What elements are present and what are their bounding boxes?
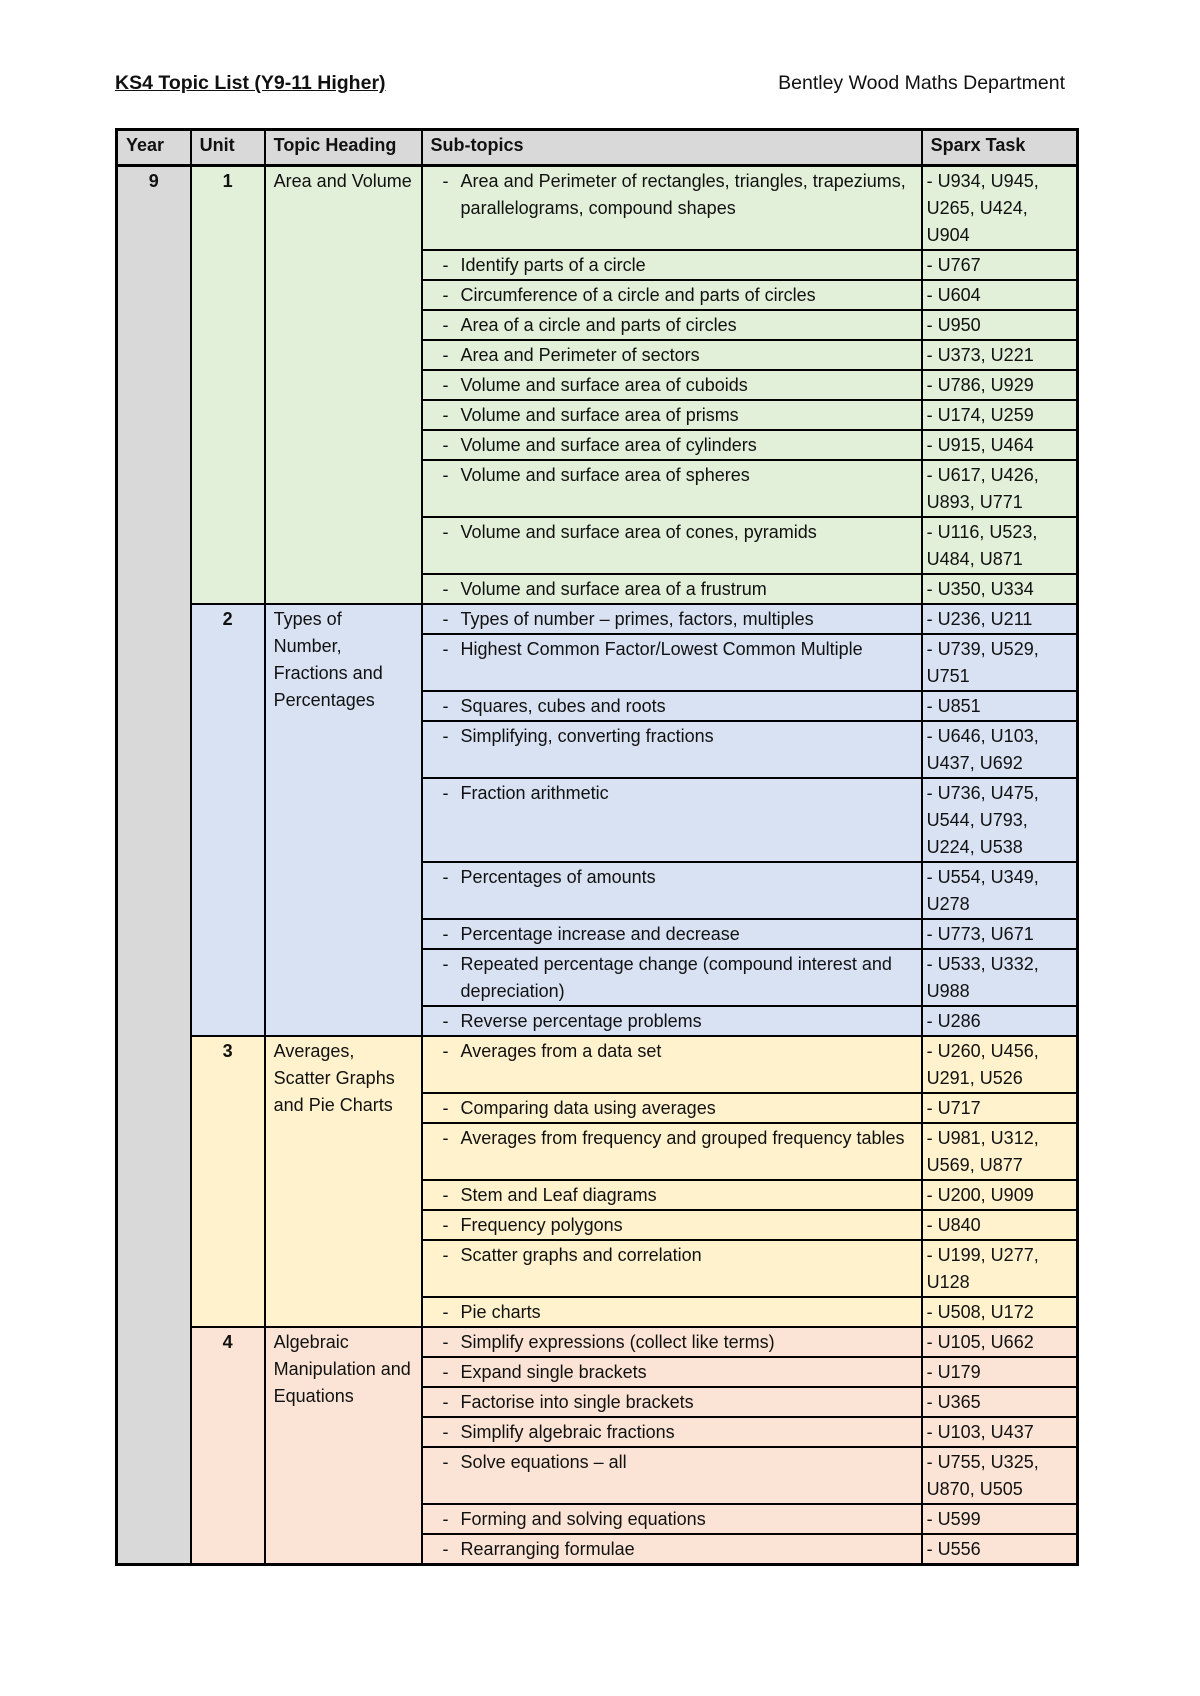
sub-topic-cell: [422, 949, 922, 1006]
bullet-dash: -: [442, 954, 449, 974]
bullet-dash: -: [442, 726, 449, 746]
bullet-dash: -: [442, 867, 449, 887]
sparx-task-codes: - U350, U334: [922, 574, 1078, 604]
sub-topic-text: Scatter graphs and correlation: [460, 1245, 702, 1265]
sub-topic-text: Stem and Leaf diagrams: [460, 1185, 657, 1205]
bullet-dash: -: [442, 639, 449, 659]
sub-topic-text: Area of a circle and parts of circles: [460, 315, 737, 335]
sub-topic-cell: [422, 166, 922, 251]
unit-number: 1: [191, 166, 265, 605]
sparx-task-codes: - U105, U662: [922, 1327, 1078, 1357]
sparx-task-codes: - U851: [922, 691, 1078, 721]
sparx-task-codes: - U981, U312, U569, U877: [922, 1123, 1078, 1180]
column-header-unit: Unit: [191, 130, 265, 166]
topic-heading: Types of Number, Fractions and Percentages: [265, 604, 422, 1036]
bullet-dash: -: [442, 579, 449, 599]
bullet-dash: -: [442, 1185, 449, 1205]
sparx-task-codes: - U950: [922, 310, 1078, 340]
bullet-dash: -: [442, 405, 449, 425]
sub-topic-text: Simplify expressions (collect like terms): [460, 1332, 775, 1352]
sub-topic-text: Volume and surface area of cylinders: [460, 435, 757, 455]
bullet-dash: -: [442, 315, 449, 335]
column-header-topic-heading: Topic Heading: [265, 130, 422, 166]
table-header-row: [117, 130, 1078, 166]
bullet-dash: -: [442, 345, 449, 365]
sub-topic-cell: [422, 721, 922, 778]
sparx-task-codes: - U786, U929: [922, 370, 1078, 400]
sub-topic-text: Identify parts of a circle: [460, 255, 646, 275]
sub-topic-cell: [422, 1006, 922, 1036]
bullet-dash: -: [442, 1509, 449, 1529]
table-row: [117, 604, 1078, 634]
column-header-sparx-task: Sparx Task: [922, 130, 1078, 166]
document-title: KS4 Topic List (Y9-11 Higher): [115, 72, 386, 94]
sparx-task-codes: - U755, U325, U870, U505: [922, 1447, 1078, 1504]
department-name: Bentley Wood Maths Department: [778, 72, 1065, 94]
bullet-dash: -: [442, 522, 449, 542]
bullet-dash: -: [442, 1539, 449, 1559]
sparx-task-codes: - U116, U523, U484, U871: [922, 517, 1078, 574]
bullet-dash: -: [442, 1422, 449, 1442]
sub-topic-cell: [422, 1093, 922, 1123]
bullet-dash: -: [442, 375, 449, 395]
sparx-task-codes: - U174, U259: [922, 400, 1078, 430]
sub-topic-text: Rearranging formulae: [460, 1539, 635, 1559]
bullet-dash: -: [442, 1215, 449, 1235]
topic-table: [115, 128, 1079, 1566]
unit-number: 2: [191, 604, 265, 1036]
sub-topic-cell: [422, 310, 922, 340]
sub-topic-text: Area and Perimeter of sectors: [460, 345, 700, 365]
sub-topic-cell: [422, 1036, 922, 1093]
sub-topic-cell: [422, 1417, 922, 1447]
bullet-dash: -: [442, 1011, 449, 1031]
sparx-task-codes: - U934, U945, U265, U424, U904: [922, 166, 1078, 251]
sub-topic-text: Repeated percentage change (compound interest and depreciation): [460, 954, 892, 1001]
sub-topic-cell: [422, 604, 922, 634]
table-row: [117, 166, 1078, 251]
sparx-task-codes: - U508, U172: [922, 1297, 1078, 1327]
sparx-task-codes: - U736, U475, U544, U793, U224, U538: [922, 778, 1078, 862]
sub-topic-text: Simplify algebraic fractions: [460, 1422, 675, 1442]
sub-topic-text: Types of number – primes, factors, multiples: [460, 609, 814, 629]
bullet-dash: -: [442, 1362, 449, 1382]
sub-topic-text: Percentages of amounts: [460, 867, 656, 887]
sparx-task-codes: - U739, U529, U751: [922, 634, 1078, 691]
sparx-task-codes: - U236, U211: [922, 604, 1078, 634]
sparx-task-codes: - U773, U671: [922, 919, 1078, 949]
sparx-task-codes: - U103, U437: [922, 1417, 1078, 1447]
sparx-task-codes: - U840: [922, 1210, 1078, 1240]
sub-topic-cell: [422, 400, 922, 430]
sub-topic-text: Comparing data using averages: [460, 1098, 716, 1118]
sparx-task-codes: - U179: [922, 1357, 1078, 1387]
sub-topic-cell: [422, 634, 922, 691]
sub-topic-cell: [422, 1210, 922, 1240]
bullet-dash: -: [442, 1041, 449, 1061]
sparx-task-codes: - U617, U426, U893, U771: [922, 460, 1078, 517]
sub-topic-text: Averages from frequency and grouped frequency tables: [460, 1128, 905, 1148]
sparx-task-codes: - U646, U103, U437, U692: [922, 721, 1078, 778]
bullet-dash: -: [442, 609, 449, 629]
sub-topic-cell: [422, 862, 922, 919]
bullet-dash: -: [442, 1098, 449, 1118]
bullet-dash: -: [442, 435, 449, 455]
bullet-dash: -: [442, 255, 449, 275]
bullet-dash: -: [442, 1245, 449, 1265]
sparx-task-codes: - U599: [922, 1504, 1078, 1534]
bullet-dash: -: [442, 1452, 449, 1472]
sub-topic-cell: [422, 1357, 922, 1387]
sub-topic-text: Squares, cubes and roots: [460, 696, 666, 716]
sub-topic-text: Highest Common Factor/Lowest Common Multiple: [460, 639, 863, 659]
sub-topic-cell: [422, 1327, 922, 1357]
sub-topic-text: Volume and surface area of prisms: [460, 405, 739, 425]
table-row: [117, 1327, 1078, 1357]
sub-topic-text: Volume and surface area of cuboids: [460, 375, 748, 395]
sparx-task-codes: - U373, U221: [922, 340, 1078, 370]
sub-topic-text: Simplifying, converting fractions: [460, 726, 714, 746]
topic-heading: Algebraic Manipulation and Equations: [265, 1327, 422, 1565]
bullet-dash: -: [442, 696, 449, 716]
sub-topic-text: Percentage increase and decrease: [460, 924, 740, 944]
column-header-year: Year: [117, 130, 191, 166]
sub-topic-cell: [422, 340, 922, 370]
sub-topic-cell: [422, 778, 922, 862]
sub-topic-text: Reverse percentage problems: [460, 1011, 702, 1031]
sub-topic-cell: [422, 1180, 922, 1210]
sub-topic-cell: [422, 460, 922, 517]
sub-topic-cell: [422, 1123, 922, 1180]
column-header-sub-topics: Sub-topics: [422, 130, 922, 166]
sub-topic-text: Circumference of a circle and parts of circles: [460, 285, 816, 305]
sub-topic-text: Factorise into single brackets: [460, 1392, 694, 1412]
sub-topic-text: Frequency polygons: [460, 1215, 623, 1235]
sparx-task-codes: - U556: [922, 1534, 1078, 1565]
bullet-dash: -: [442, 1332, 449, 1352]
sparx-task-codes: - U365: [922, 1387, 1078, 1417]
unit-number: 4: [191, 1327, 265, 1565]
sub-topic-cell: [422, 1447, 922, 1504]
sub-topic-text: Area and Perimeter of rectangles, triangles, trapeziums, parallelograms, compound shapes: [460, 171, 906, 218]
sub-topic-cell: [422, 691, 922, 721]
sub-topic-text: Pie charts: [460, 1302, 541, 1322]
sparx-task-codes: - U604: [922, 280, 1078, 310]
sub-topic-cell: [422, 1297, 922, 1327]
topic-heading: Area and Volume: [265, 166, 422, 605]
sub-topic-text: Volume and surface area of cones, pyramids: [460, 522, 817, 542]
sub-topic-cell: [422, 919, 922, 949]
sub-topic-cell: [422, 370, 922, 400]
sub-topic-cell: [422, 250, 922, 280]
sparx-task-codes: - U286: [922, 1006, 1078, 1036]
year-cell: 9: [117, 166, 191, 1565]
bullet-dash: -: [442, 1302, 449, 1322]
sub-topic-cell: [422, 1240, 922, 1297]
table-body: [117, 166, 1078, 1565]
topic-heading: Averages, Scatter Graphs and Pie Charts: [265, 1036, 422, 1327]
sub-topic-cell: [422, 574, 922, 604]
bullet-dash: -: [442, 924, 449, 944]
bullet-dash: -: [442, 783, 449, 803]
sub-topic-text: Fraction arithmetic: [460, 783, 609, 803]
sub-topic-text: Forming and solving equations: [460, 1509, 706, 1529]
bullet-dash: -: [442, 465, 449, 485]
sparx-task-codes: - U260, U456, U291, U526: [922, 1036, 1078, 1093]
sub-topic-text: Solve equations – all: [460, 1452, 627, 1472]
sub-topic-text: Expand single brackets: [460, 1362, 647, 1382]
bullet-dash: -: [442, 285, 449, 305]
sparx-task-codes: - U199, U277, U128: [922, 1240, 1078, 1297]
bullet-dash: -: [442, 1392, 449, 1412]
sub-topic-cell: [422, 280, 922, 310]
sub-topic-text: Volume and surface area of spheres: [460, 465, 750, 485]
table-row: [117, 1036, 1078, 1093]
sparx-task-codes: - U717: [922, 1093, 1078, 1123]
sub-topic-text: Averages from a data set: [460, 1041, 662, 1061]
sub-topic-text: Volume and surface area of a frustrum: [460, 579, 767, 599]
sparx-task-codes: - U554, U349, U278: [922, 862, 1078, 919]
bullet-dash: -: [442, 171, 449, 191]
sub-topic-cell: [422, 1534, 922, 1565]
sub-topic-cell: [422, 517, 922, 574]
sparx-task-codes: - U533, U332, U988: [922, 949, 1078, 1006]
sub-topic-cell: [422, 1504, 922, 1534]
sparx-task-codes: - U200, U909: [922, 1180, 1078, 1210]
bullet-dash: -: [442, 1128, 449, 1148]
sub-topic-cell: [422, 430, 922, 460]
sparx-task-codes: - U767: [922, 250, 1078, 280]
sub-topic-cell: [422, 1387, 922, 1417]
page-header: [115, 72, 1065, 102]
unit-number: 3: [191, 1036, 265, 1327]
sparx-task-codes: - U915, U464: [922, 430, 1078, 460]
